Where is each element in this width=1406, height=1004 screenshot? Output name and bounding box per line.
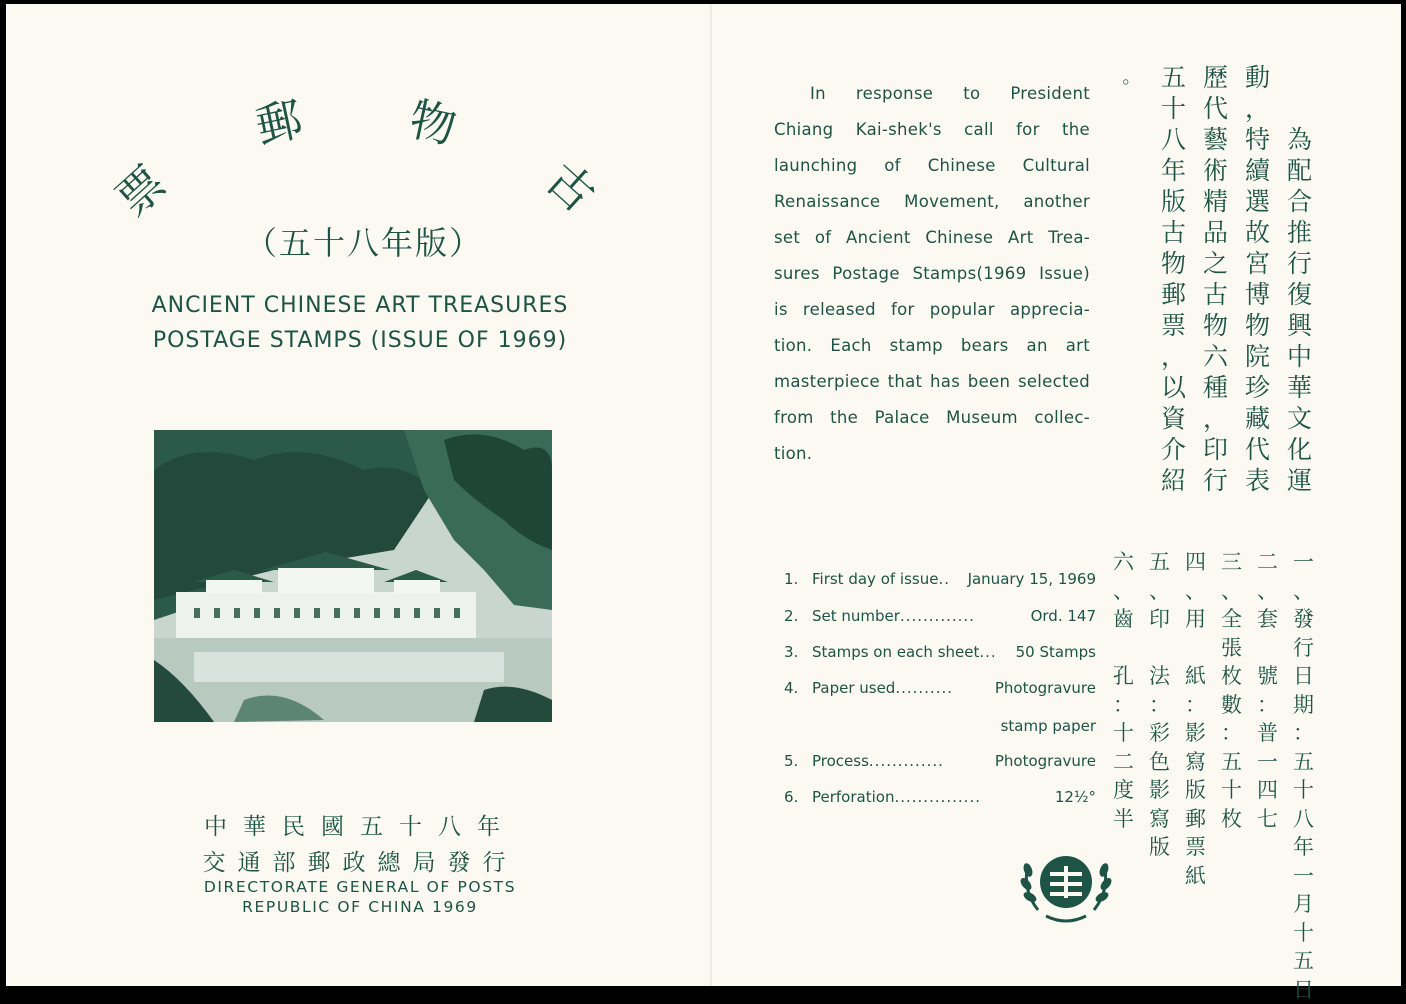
cn-char: 半: [1110, 805, 1137, 834]
paragraph-line: tion. Each stamp bears an art: [774, 336, 1090, 355]
cn-char: 介: [1158, 434, 1189, 465]
spec-num: 5.: [784, 752, 812, 770]
cn-char: 七: [1254, 805, 1281, 834]
cn-char: 用: [1182, 605, 1209, 634]
cn-char: 號: [1254, 662, 1281, 691]
cn-char: 博: [1242, 279, 1273, 310]
cn-char: 期: [1290, 691, 1317, 720]
cn-char: 齒: [1110, 605, 1137, 634]
cn-char: 十: [1158, 93, 1189, 124]
cn-char: 法: [1146, 662, 1173, 691]
cn-char: 一: [1254, 748, 1281, 777]
cn-char: 八: [1290, 805, 1317, 834]
center-fold: [710, 4, 712, 986]
title-char-2: 物: [406, 96, 461, 151]
cn-char: 版: [1146, 833, 1173, 862]
cn-column: [1182, 548, 1209, 890]
cn-char: 十: [1218, 776, 1245, 805]
cn-char: 中: [1284, 341, 1315, 372]
cn-char: 印: [1146, 605, 1173, 634]
cn-char: 六: [1110, 548, 1137, 577]
spec-num: 4.: [784, 679, 812, 697]
cn-char: 紙: [1182, 862, 1209, 891]
cn-char: 四: [1182, 548, 1209, 577]
cn-char: 、: [1110, 577, 1137, 606]
spec-num: 1.: [784, 570, 812, 588]
cn-char: 全: [1218, 605, 1245, 634]
spec-dots: .............: [900, 607, 1031, 625]
cn-char: 古: [1200, 279, 1231, 310]
paragraph-line: is released for popular apprecia-: [774, 300, 1090, 319]
cn-column: [1110, 548, 1137, 833]
cn-column: [1200, 62, 1231, 496]
cn-char: ：: [1110, 691, 1137, 720]
cn-char: 。: [1116, 62, 1147, 93]
footer-en-line2: REPUBLIC OF CHINA 1969: [130, 898, 590, 916]
cn-char: 十: [1110, 719, 1137, 748]
cn-char: [1254, 634, 1281, 663]
spec-num: 2.: [784, 607, 812, 625]
cn-column: [1116, 62, 1147, 93]
cn-char: 以: [1158, 372, 1189, 403]
cn-char: 數: [1218, 691, 1245, 720]
cn-char: 郵: [1182, 805, 1209, 834]
spec-label: Set number: [812, 607, 900, 625]
cn-char: 、: [1146, 577, 1173, 606]
paragraph-line: tion.: [774, 444, 1090, 463]
paragraph-line: In response to President: [774, 84, 1090, 103]
cn-char: 孔: [1110, 662, 1137, 691]
cn-column: [1146, 548, 1173, 862]
spec-dots: ..: [938, 570, 967, 588]
cn-char: 院: [1242, 341, 1273, 372]
spec-value: 50 Stamps: [1016, 643, 1096, 661]
cn-column: [1254, 548, 1281, 833]
cn-char: 行: [1284, 248, 1315, 279]
spec-dots: ...: [979, 643, 1015, 661]
paragraph-line: masterpiece that has been selected: [774, 372, 1090, 391]
cn-char: 五: [1158, 62, 1189, 93]
spec-row: [784, 607, 1096, 625]
cn-char: 紹: [1158, 465, 1189, 496]
cn-char: 歷: [1200, 62, 1231, 93]
cn-char: 代: [1242, 434, 1273, 465]
cn-char: 色: [1146, 748, 1173, 777]
cn-char: 五: [1218, 748, 1245, 777]
spec-value: Ord. 147: [1031, 607, 1096, 625]
cn-char: 影: [1182, 719, 1209, 748]
spec-num: 3.: [784, 643, 812, 661]
paragraph-line: Chiang Kai-shek's call for the: [774, 120, 1090, 139]
cn-char: 日: [1290, 662, 1317, 691]
paragraph-line: from the Palace Museum collec-: [774, 408, 1090, 427]
spec-num: [784, 717, 812, 735]
spec-label: Stamps on each sheet: [812, 643, 979, 661]
spec-row: [784, 788, 1096, 806]
cn-char: 代: [1200, 93, 1231, 124]
cn-char: 術: [1200, 155, 1231, 186]
cn-char: 五: [1146, 548, 1173, 577]
cn-char: 珍: [1242, 372, 1273, 403]
paragraph-line: launching of Chinese Cultural: [774, 156, 1090, 175]
cn-char: 寫: [1182, 748, 1209, 777]
cn-char: 化: [1284, 434, 1315, 465]
spec-value: Photogravure: [995, 679, 1096, 697]
cn-char: 年: [1158, 155, 1189, 186]
cn-char: ，: [1158, 341, 1189, 372]
cn-char: 種: [1200, 372, 1231, 403]
cn-char: 特: [1242, 124, 1273, 155]
spec-dots: ...............: [894, 788, 1054, 806]
cn-char: 寫: [1146, 805, 1173, 834]
cn-char: ：: [1146, 691, 1173, 720]
paragraph-line: sures Postage Stamps(1969 Issue): [774, 264, 1090, 283]
cn-char: 一: [1290, 862, 1317, 891]
cn-char: 度: [1110, 776, 1137, 805]
cn-char: 藏: [1242, 403, 1273, 434]
stamp-folder-card: [6, 4, 1401, 986]
spec-value: Photogravure: [995, 752, 1096, 770]
cn-char: 四: [1254, 776, 1281, 805]
cn-char: 五: [1290, 748, 1317, 777]
title-char-1: 古: [539, 155, 604, 220]
cn-char: 十: [1290, 776, 1317, 805]
cn-char: 套: [1254, 605, 1281, 634]
spec-row: [784, 643, 1096, 661]
cn-char: 三: [1218, 548, 1245, 577]
cn-char: 、: [1182, 577, 1209, 606]
postal-emblem-icon: [1016, 830, 1116, 930]
cn-column: [1218, 548, 1245, 833]
cn-char: 一: [1290, 548, 1317, 577]
cn-column: [1158, 62, 1189, 496]
cn-char: 動: [1242, 62, 1273, 93]
cn-char: 彩: [1146, 719, 1173, 748]
cn-char: 年: [1290, 833, 1317, 862]
cn-char: 發: [1290, 605, 1317, 634]
spec-row: [784, 679, 1096, 697]
cn-char: 行: [1200, 465, 1231, 496]
cn-char: 興: [1284, 310, 1315, 341]
cn-char: 日: [1290, 976, 1317, 1004]
footer-en-line1: DIRECTORATE GENERAL OF POSTS: [130, 878, 590, 896]
cn-char: 印: [1200, 434, 1231, 465]
cn-char: 五: [1290, 947, 1317, 976]
cn-char: 二: [1254, 548, 1281, 577]
footer-cn-line1: 中華民國五十八年: [160, 808, 560, 841]
cn-char: 二: [1110, 748, 1137, 777]
spec-row: [784, 717, 1096, 735]
spec-value: January 15, 1969: [968, 570, 1096, 588]
cn-char: 選: [1242, 186, 1273, 217]
cn-char: 文: [1284, 403, 1315, 434]
spec-value: 12½°: [1055, 788, 1096, 806]
cn-char: 郵: [1158, 279, 1189, 310]
spec-label: Perforation: [812, 788, 894, 806]
cn-char: 版: [1158, 186, 1189, 217]
cn-char: 、: [1254, 577, 1281, 606]
cn-char: [1182, 634, 1209, 663]
cn-char: ：: [1290, 719, 1317, 748]
cn-char: 合: [1284, 186, 1315, 217]
cn-char: 八: [1158, 124, 1189, 155]
title-en-line2: POSTAGE STAMPS (ISSUE OF 1969): [110, 328, 610, 353]
cn-column: [1290, 548, 1317, 1004]
paragraph-line: Renaissance Movement, another: [774, 192, 1090, 211]
cn-char: 古: [1158, 217, 1189, 248]
cn-char: 票: [1158, 310, 1189, 341]
cn-char: 枚: [1218, 805, 1245, 834]
spec-label: Process: [812, 752, 869, 770]
cn-char: 普: [1254, 719, 1281, 748]
museum-photo: [154, 430, 552, 722]
title-char-3: 郵: [252, 96, 307, 151]
cn-column: [1284, 124, 1315, 496]
title-en-line1: ANCIENT CHINESE ART TREASURES: [110, 293, 610, 318]
cn-char: 精: [1200, 186, 1231, 217]
cn-char: 資: [1158, 403, 1189, 434]
cn-char: 配: [1284, 155, 1315, 186]
spec-label: Paper used: [812, 679, 895, 697]
cn-char: 六: [1200, 341, 1231, 372]
cn-char: 票: [1182, 833, 1209, 862]
cn-char: 華: [1284, 372, 1315, 403]
cn-char: 運: [1284, 465, 1315, 496]
cn-char: 行: [1290, 634, 1317, 663]
cn-char: 為: [1284, 124, 1315, 155]
spec-row: [784, 752, 1096, 770]
subtitle-cn: （五十八年版）: [234, 218, 494, 264]
cn-char: 月: [1290, 890, 1317, 919]
paragraph-line: set of Ancient Chinese Art Trea-: [774, 228, 1090, 247]
cn-char: 續: [1242, 155, 1273, 186]
cn-char: 物: [1200, 310, 1231, 341]
cn-char: 品: [1200, 217, 1231, 248]
cn-char: 宮: [1242, 248, 1273, 279]
spec-value: stamp paper: [1001, 717, 1096, 735]
cn-char: 物: [1158, 248, 1189, 279]
cn-char: 之: [1200, 248, 1231, 279]
cn-char: 枚: [1218, 662, 1245, 691]
cn-char: 表: [1242, 465, 1273, 496]
cn-char: 推: [1284, 217, 1315, 248]
spec-row: [784, 570, 1096, 588]
cn-char: 故: [1242, 217, 1273, 248]
spec-dots: [812, 717, 1001, 735]
cn-char: ，: [1200, 403, 1231, 434]
cn-char: 版: [1182, 776, 1209, 805]
footer-cn-line2: 交通部郵政總局發行: [160, 844, 560, 877]
cn-char: ：: [1218, 719, 1245, 748]
cn-char: ：: [1182, 691, 1209, 720]
cn-char: 物: [1242, 310, 1273, 341]
cn-char: ：: [1254, 691, 1281, 720]
spec-dots: ..........: [895, 679, 995, 697]
cn-char: 十: [1290, 919, 1317, 948]
cn-char: [1146, 634, 1173, 663]
cn-column: [1242, 62, 1273, 496]
cn-char: 藝: [1200, 124, 1231, 155]
spec-label: First day of issue: [812, 570, 938, 588]
cn-char: 紙: [1182, 662, 1209, 691]
cn-char: 、: [1218, 577, 1245, 606]
cn-char: [1110, 634, 1137, 663]
cn-char: 、: [1290, 577, 1317, 606]
cn-char: 影: [1146, 776, 1173, 805]
cn-char: 復: [1284, 279, 1315, 310]
spec-dots: .............: [869, 752, 995, 770]
cn-char: ，: [1242, 93, 1273, 124]
title-char-4: 票: [109, 159, 174, 224]
cn-char: 張: [1218, 634, 1245, 663]
spec-num: 6.: [784, 788, 812, 806]
